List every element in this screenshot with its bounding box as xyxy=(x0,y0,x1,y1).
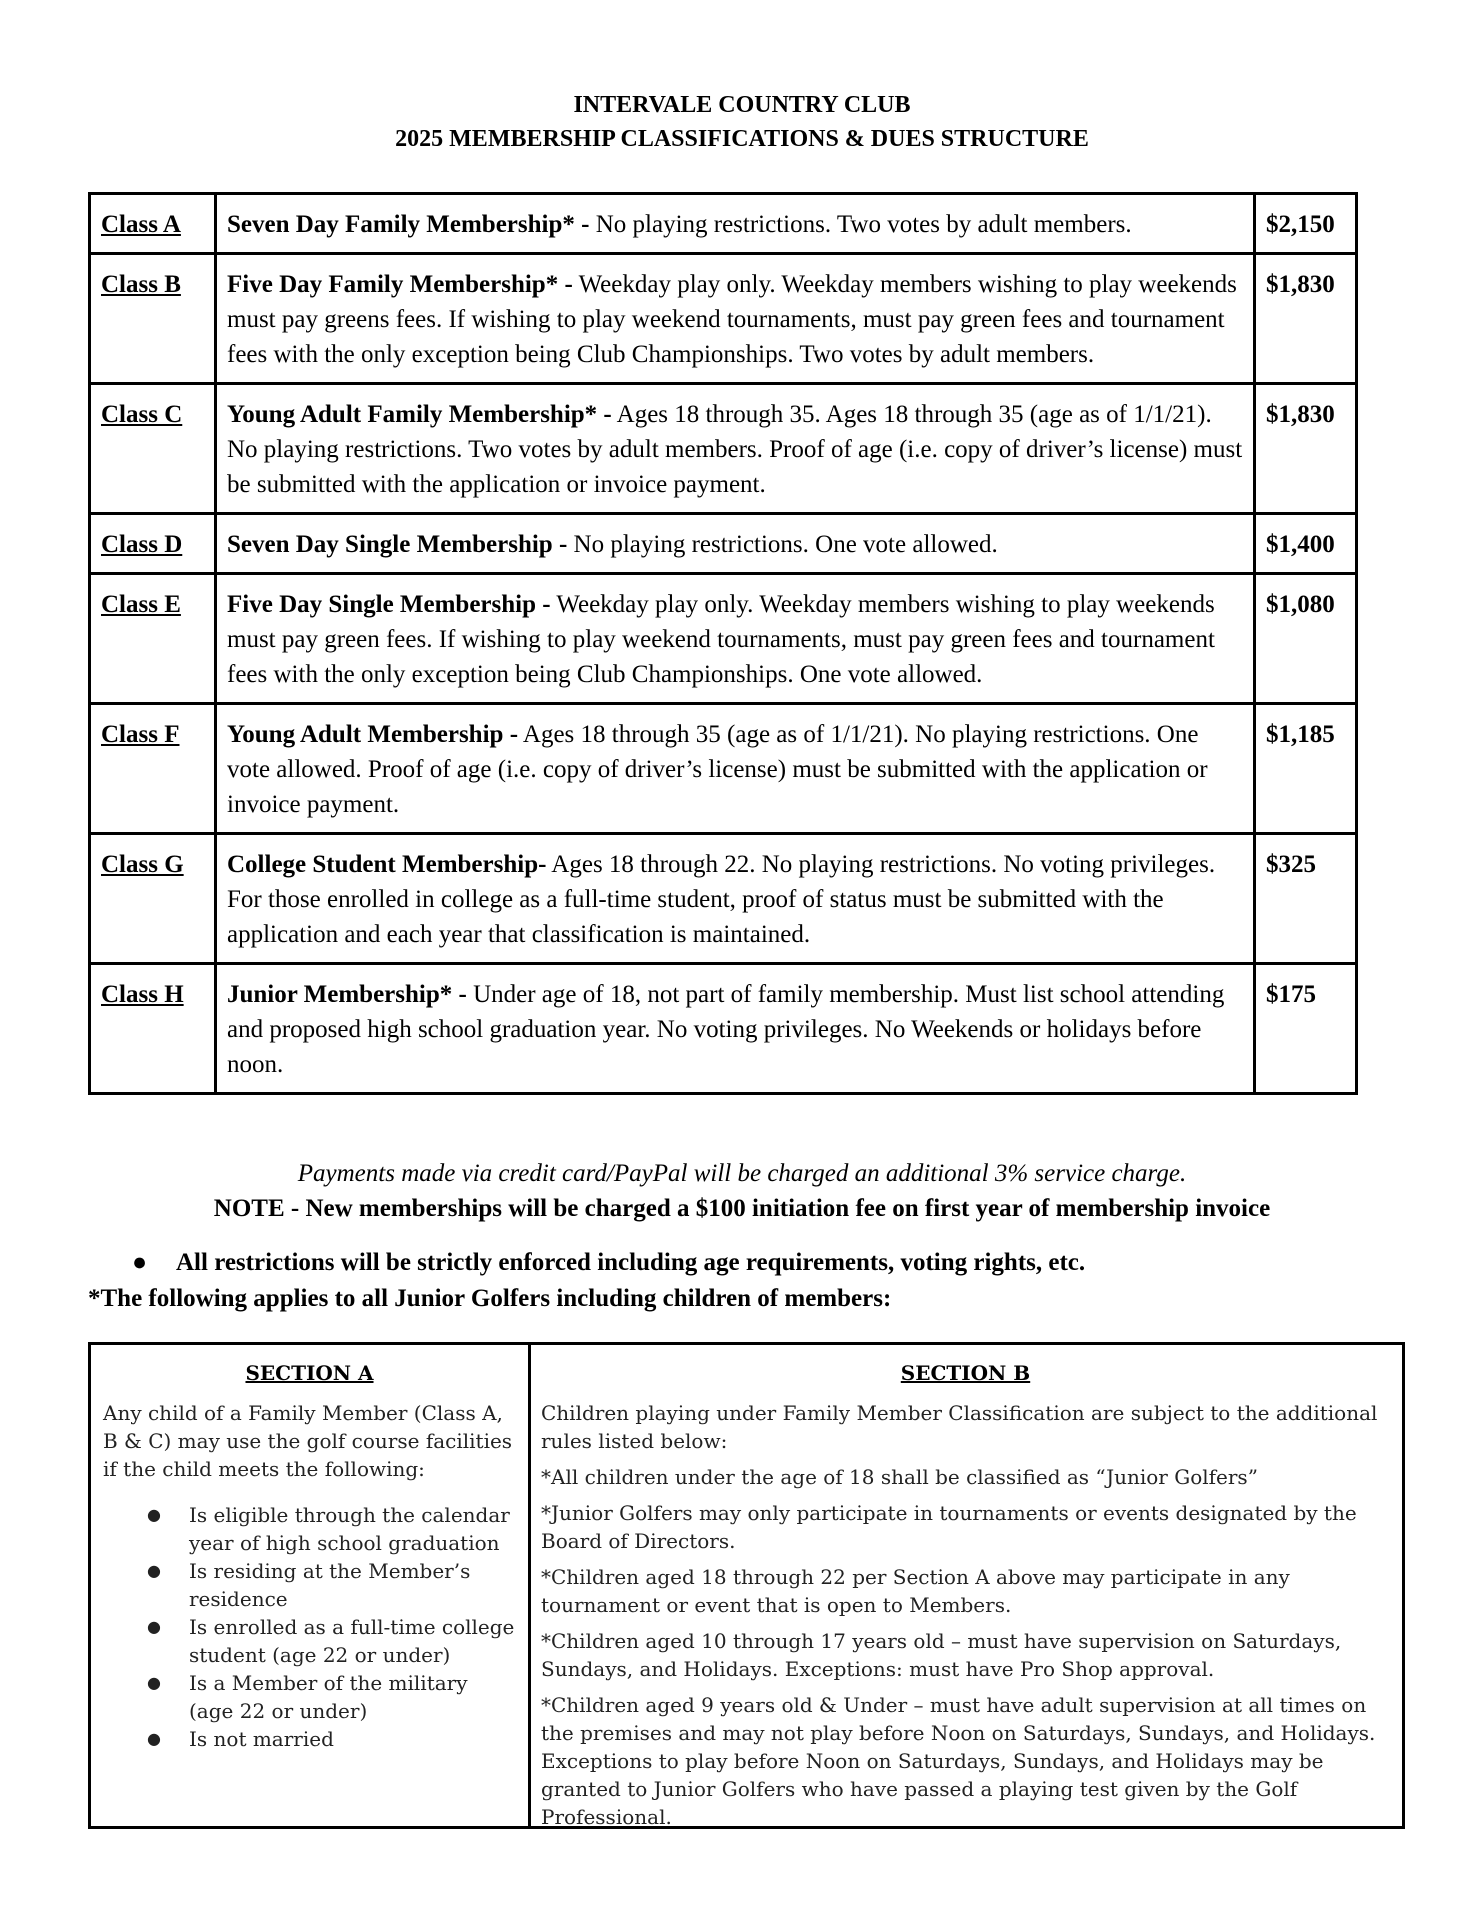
class-description xyxy=(216,254,1255,384)
class-description xyxy=(216,964,1255,1094)
dues-table xyxy=(88,192,1358,1095)
class-label: Class A xyxy=(90,194,216,254)
table-row xyxy=(90,834,1357,964)
table-row xyxy=(90,514,1357,574)
club-name: INTERVALE COUNTRY CLUB xyxy=(573,92,911,118)
list-item: ● Is residing at the Member’s residence xyxy=(103,1557,516,1613)
section-b-paragraph: *Children aged 10 through 17 years old – must have supervision on Saturdays, Sundays, and Holidays. Exceptions: must have Pro Shop approval. xyxy=(541,1629,1342,1681)
section-a-list xyxy=(103,1501,516,1753)
membership-details: Weekday play only. Weekday members wishing to play weekends must pay greens fees. If wishing to play weekend tournaments, must pay green fees and tournament fees with the only exception being Club Championships. Two votes by adult members. xyxy=(227,271,1237,368)
section-b-paragraph: *Children aged 9 years old & Under – must have adult supervision at all times on the premises and may not play before Noon on Saturdays, Sundays, and Holidays. Exceptions to play before Noon on Saturdays, Sundays, and Holidays may be granted to Junior Golfers who have passed a playing test given by the Golf Professional. xyxy=(541,1693,1376,1829)
membership-details: No playing restrictions. Two votes by adult members. xyxy=(589,211,1132,238)
section-a xyxy=(91,1345,531,1826)
class-label: Class G xyxy=(90,834,216,964)
class-label: Class C xyxy=(90,384,216,514)
class-price: $1,185 xyxy=(1255,704,1357,834)
membership-name: Five Day Family Membership* - xyxy=(227,271,573,298)
table-row xyxy=(90,964,1357,1094)
table-row xyxy=(90,384,1357,514)
membership-name: Five Day Single Membership - xyxy=(227,591,551,618)
membership-details: Ages 18 through 22. No playing restrictions. No voting privileges. For those enrolled in college as a full-time student, proof of status must be submitted with the application and each year that classification is maintained. xyxy=(227,851,1216,948)
class-description xyxy=(216,834,1255,964)
class-description xyxy=(216,194,1255,254)
document-title: 2025 MEMBERSHIP CLASSIFICATIONS & DUES STRUCTURE xyxy=(395,126,1089,152)
membership-details: Under age of 18, not part of family membership. Must list school attending and proposed high school graduation year. No voting privileges. No Weekends or holidays before noon. xyxy=(227,981,1225,1078)
table-row xyxy=(90,574,1357,704)
section-b-paragraph: *Children aged 18 through 22 per Section A above may participate in any tournament or event that is open to Members. xyxy=(541,1565,1290,1617)
class-price: $1,830 xyxy=(1255,254,1357,384)
list-item: ● Is eligible through the calendar year of high school graduation xyxy=(103,1501,516,1557)
list-item: ● Is enrolled as a full-time college student (age 22 or under) xyxy=(103,1613,516,1669)
class-label: Class H xyxy=(90,964,216,1094)
membership-name: Junior Membership* - xyxy=(227,981,467,1008)
section-b-paragraph: Children playing under Family Member Classification are subject to the additional rules listed below: xyxy=(541,1401,1378,1453)
membership-name: Seven Day Single Membership - xyxy=(227,531,568,558)
section-b xyxy=(531,1345,1402,1829)
class-description xyxy=(216,704,1255,834)
section-b-paragraph: *All children under the age of 18 shall be classified as “Junior Golfers” xyxy=(541,1465,1258,1489)
table-row xyxy=(90,254,1357,384)
class-label: Class B xyxy=(90,254,216,384)
payment-note: Payments made via credit card/PayPal will be charged an additional 3% service charge. xyxy=(297,1160,1187,1187)
initiation-note: NOTE - New memberships will be charged a $100 initiation fee on first year of membership invoice xyxy=(213,1195,1271,1222)
membership-details: Ages 18 through 35 (age as of 1/1/21). No playing restrictions. One vote allowed. Proof of age (i.e. copy of driver’s license) must be submitted with the application or invoice payment. xyxy=(227,721,1208,818)
table-row xyxy=(90,704,1357,834)
membership-name: Seven Day Family Membership* - xyxy=(227,211,590,238)
section-b-paragraph: *Junior Golfers may only participate in tournaments or events designated by the Board of Directors. xyxy=(541,1501,1357,1553)
class-price: $2,150 xyxy=(1255,194,1357,254)
restrictions-text: All restrictions will be strictly enforced including age requirements, voting rights, etc. xyxy=(176,1249,1086,1276)
junior-rules-table xyxy=(88,1342,1405,1829)
table-row xyxy=(90,194,1357,254)
bullet-icon: ● xyxy=(132,1249,148,1276)
section-a-heading: SECTION A xyxy=(245,1361,374,1385)
class-description xyxy=(216,384,1255,514)
section-a-intro: Any child of a Family Member (Class A, B & C) may use the golf course facilities if the child meets the following: xyxy=(103,1401,513,1481)
class-description xyxy=(216,574,1255,704)
class-label: Class F xyxy=(90,704,216,834)
class-label: Class E xyxy=(90,574,216,704)
membership-name: Young Adult Family Membership* - xyxy=(227,401,612,428)
membership-details: Ages 18 through 35. Ages 18 through 35 (age as of 1/1/21). No playing restrictions. Two votes by adult members. Proof of age (i.e. copy of driver’s license) must be submitted with the application or invoice payment. xyxy=(227,401,1243,498)
class-price: $1,080 xyxy=(1255,574,1357,704)
junior-golfers-heading: *The following applies to all Junior Golfers including children of members: xyxy=(88,1285,892,1312)
class-label: Class D xyxy=(90,514,216,574)
class-description xyxy=(216,514,1255,574)
class-price: $1,400 xyxy=(1255,514,1357,574)
membership-name: College Student Membership- xyxy=(227,851,547,878)
membership-details: Weekday play only. Weekday members wishing to play weekends must pay green fees. If wishing to play weekend tournaments, must pay green fees and tournament fees with the only exception being Club Championships. One vote allowed. xyxy=(227,591,1215,688)
class-price: $325 xyxy=(1255,834,1357,964)
restrictions-note xyxy=(132,1246,1085,1280)
list-item: ● Is a Member of the military (age 22 or under) xyxy=(103,1669,516,1725)
class-price: $1,830 xyxy=(1255,384,1357,514)
section-b-heading: SECTION B xyxy=(900,1361,1031,1385)
membership-details: No playing restrictions. One vote allowed. xyxy=(567,531,998,558)
list-item: ● Is not married xyxy=(103,1725,516,1753)
membership-name: Young Adult Membership - xyxy=(227,721,519,748)
class-price: $175 xyxy=(1255,964,1357,1094)
